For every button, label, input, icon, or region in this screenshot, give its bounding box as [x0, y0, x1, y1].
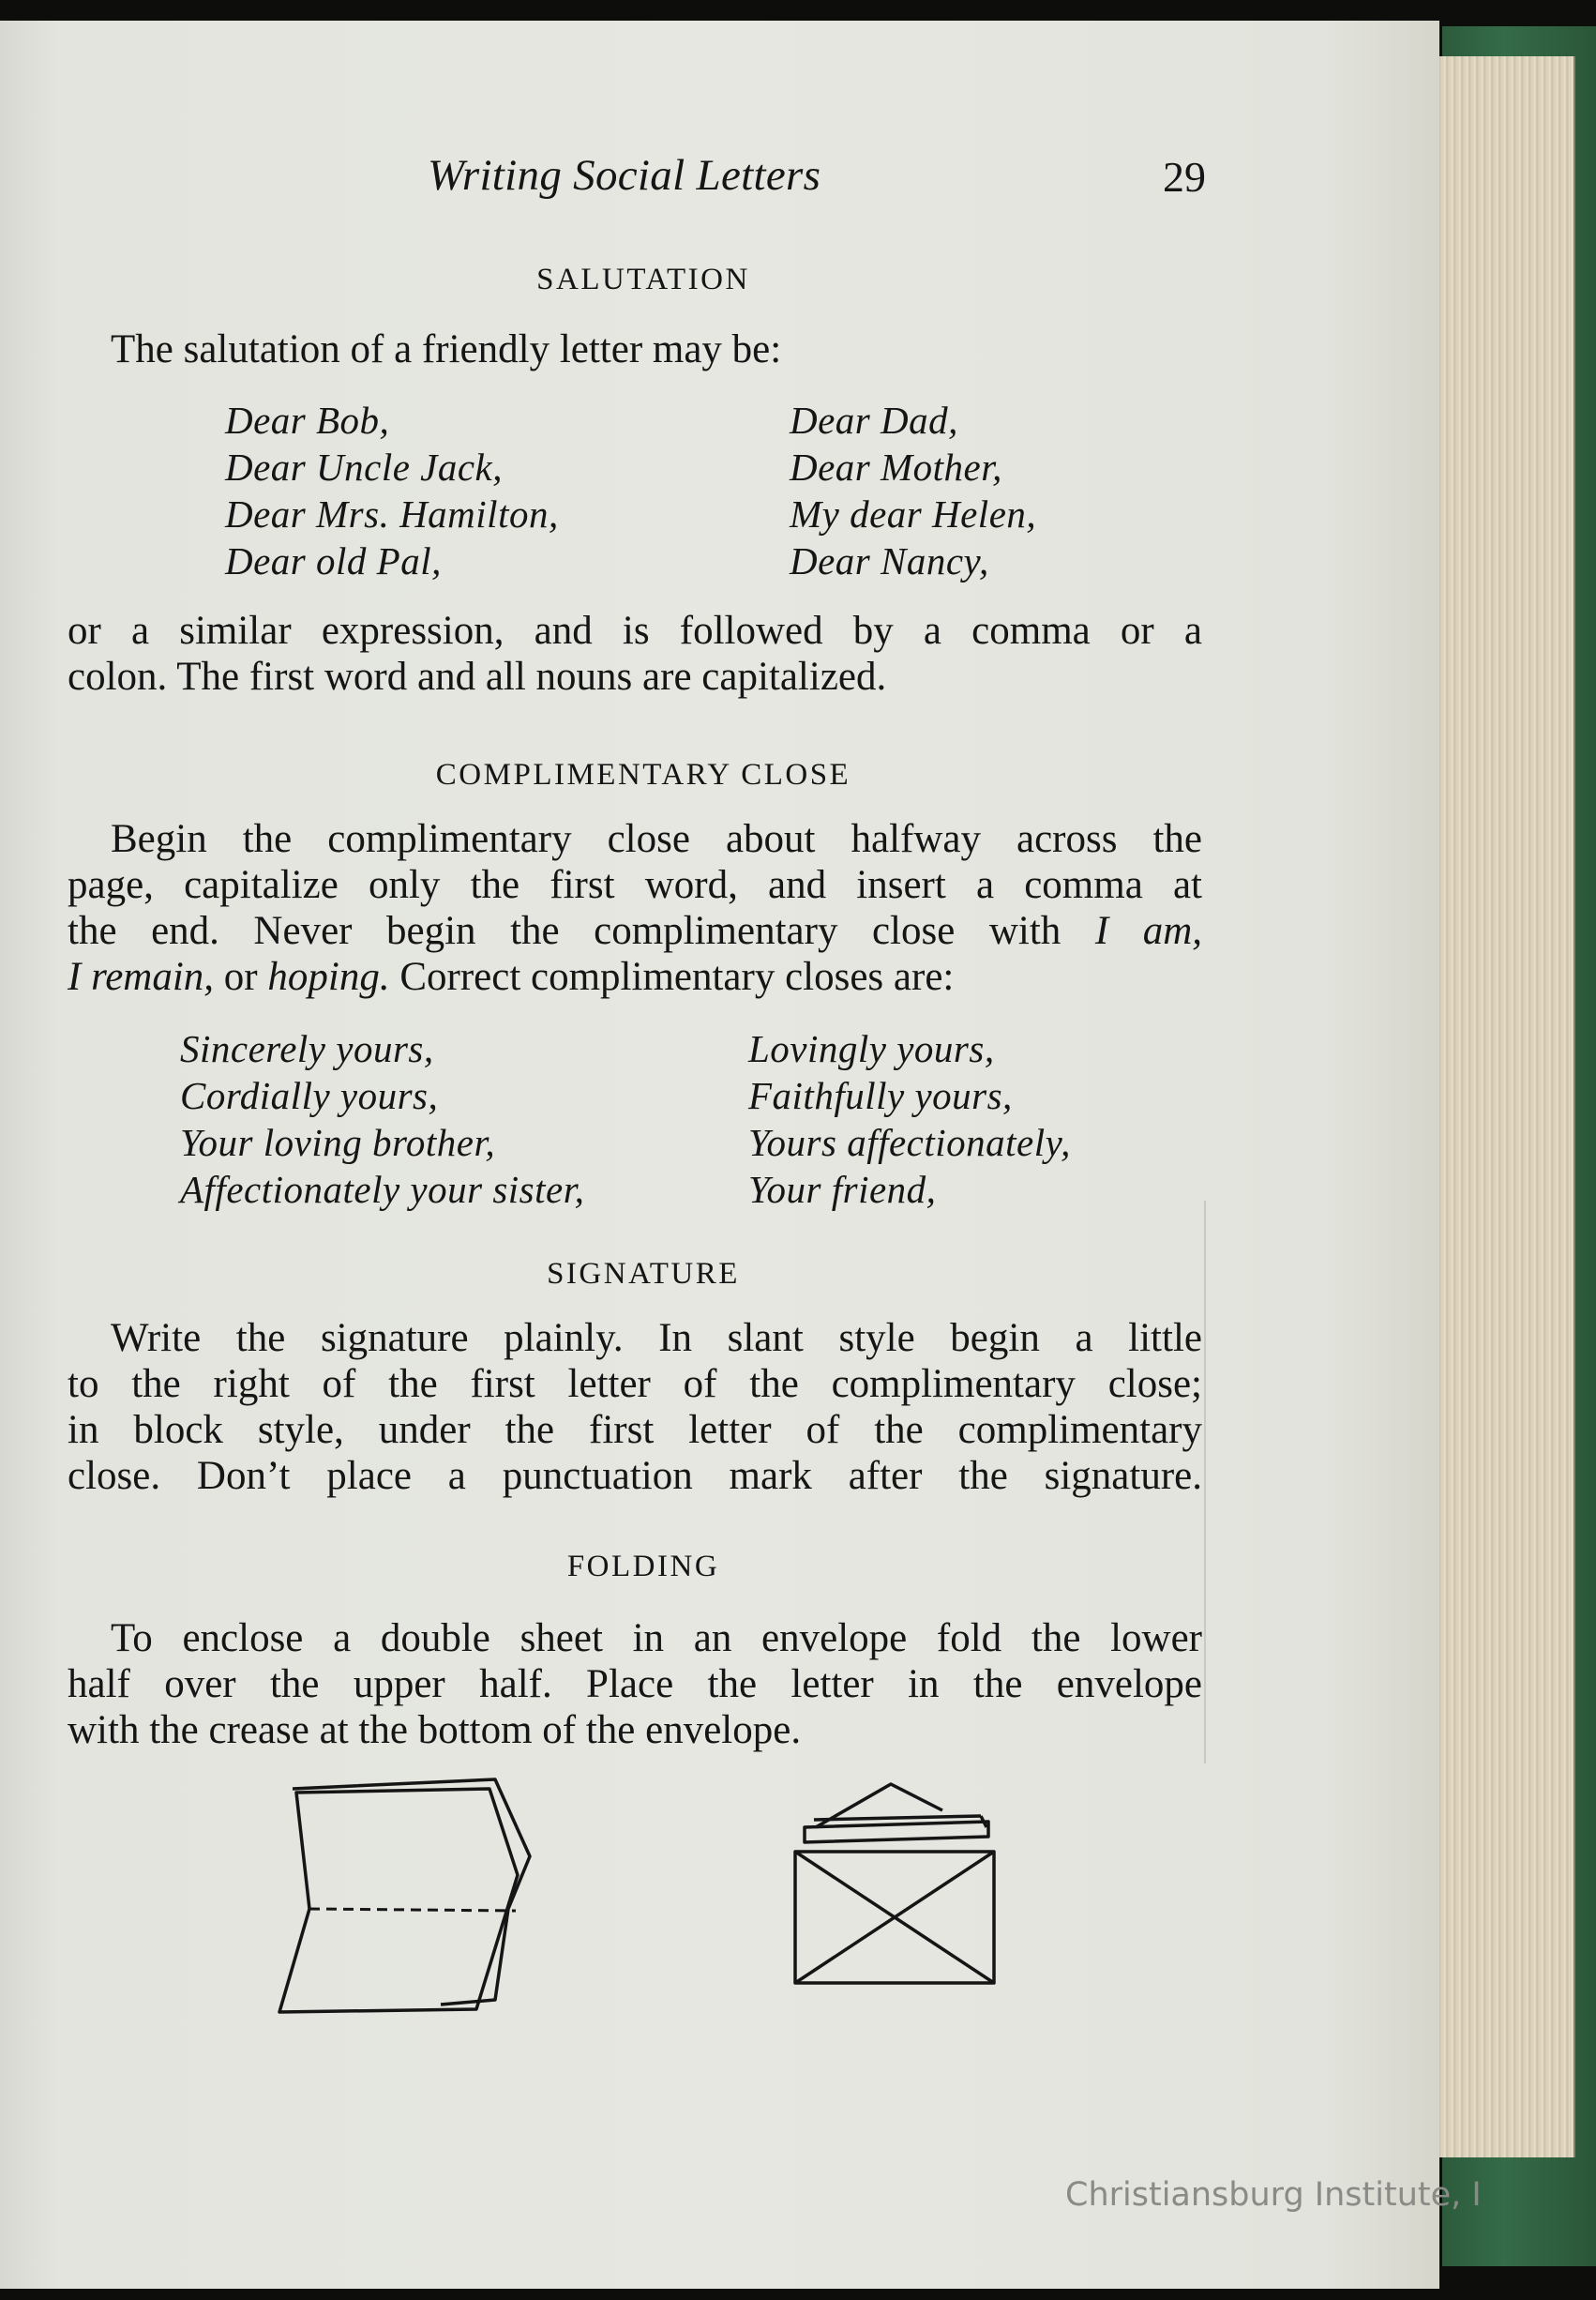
close-example: Sincerely yours, — [180, 1027, 434, 1070]
watermark: Christiansburg Institute, I — [1065, 2176, 1482, 2214]
folded-letter-figure — [272, 1770, 544, 2023]
close-example: Affectionately your sister, — [180, 1168, 585, 1211]
bleed-through-frame — [1204, 1201, 1206, 1763]
salutation-example: Dear Nancy, — [790, 539, 989, 583]
close-example: Yours affectionately, — [748, 1121, 1071, 1164]
salutation-example: Dear old Pal, — [225, 539, 442, 583]
folding-paragraph: To enclose a double sheet in an envelope fold the lower half over the upper half. Place the letter in the envelope with the crease at the bottom of the envelope. — [68, 1616, 1202, 1752]
close-example: Your loving brother, — [180, 1121, 496, 1164]
salutation-example: Dear Uncle Jack, — [225, 446, 504, 489]
section-heading-salutation: SALUTATION — [536, 263, 750, 296]
salutation-example: Dear Mrs. Hamilton, — [225, 492, 559, 536]
salutation-paragraph: or a similar expression, and is followed by a comma or a colon. The first word and all nouns are capitalized. — [68, 609, 1202, 699]
letter-front-sheet — [279, 1789, 518, 2012]
section-heading-complimentary-close: COMPLIMENTARY CLOSE — [435, 758, 851, 792]
signature-paragraph: Write the signature plainly. In slant style begin a little to the right of the first letter of the complimentary close; in block style, under the first letter of the complimentary close. Don’t place a punctuation mark after the signature. — [68, 1316, 1202, 1498]
page-edges — [1435, 56, 1575, 2157]
close-example: Your friend, — [748, 1168, 937, 1211]
section-heading-folding: FOLDING — [566, 1550, 720, 1583]
page-number: 29 — [1163, 153, 1206, 201]
salutation-intro: The salutation of a friendly letter may be: — [111, 327, 782, 371]
envelope-figure — [788, 1773, 1003, 1998]
close-example: Lovingly yours, — [748, 1027, 995, 1070]
running-head: Writing Social Letters — [428, 151, 821, 200]
fold-crease-line — [309, 1909, 516, 1911]
letter-back-sheet — [293, 1779, 530, 2005]
section-heading-signature: SIGNATURE — [547, 1257, 740, 1291]
salutation-example: Dear Dad, — [790, 399, 958, 442]
close-example: Cordially yours, — [180, 1074, 439, 1117]
close-example: Faithfully yours, — [748, 1074, 1013, 1117]
complimentary-close-paragraph: Begin the complimentary close about halfway across the page, capitalize only the first word, and insert a comma at the end. Never begin the complimentary close with I am, I remain, or hoping. Correct complimentary closes are: — [68, 817, 1202, 999]
letter-sheet-top — [805, 1822, 988, 1842]
book-page — [0, 21, 1439, 2289]
salutation-example: Dear Mother, — [790, 446, 1002, 489]
salutation-example: Dear Bob, — [225, 399, 390, 442]
salutation-example: My dear Helen, — [790, 492, 1037, 536]
